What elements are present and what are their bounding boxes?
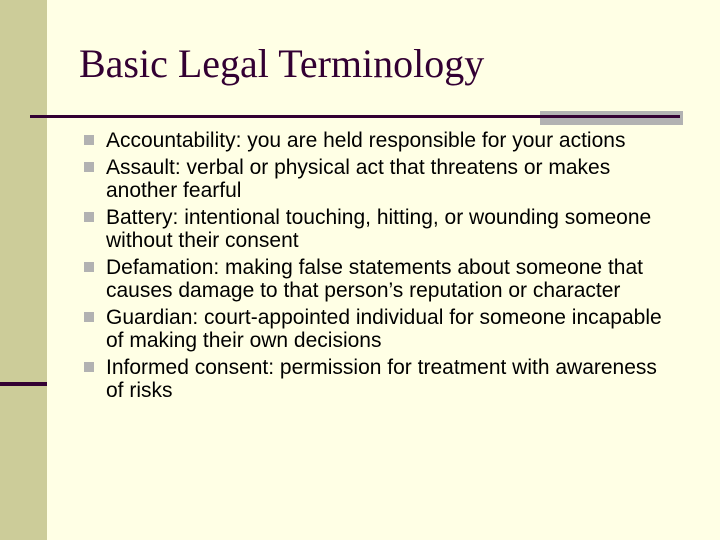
square-bullet-icon	[84, 135, 94, 145]
left-sidebar-accent-line	[0, 382, 47, 386]
bullet-list	[84, 129, 664, 406]
bullet-item-accountability	[84, 129, 664, 152]
square-bullet-icon	[84, 312, 94, 322]
bullet-item-informed-consent	[84, 356, 664, 402]
title-divider	[30, 115, 680, 118]
bullet-text: Defamation: making false statements about someone that causes damage to that person’s reputation or character	[106, 256, 643, 302]
bullet-item-defamation	[84, 256, 664, 302]
bullet-text: Assault: verbal or physical act that threatens or makes another fearful	[106, 156, 611, 202]
left-sidebar-bar	[0, 0, 47, 540]
title-rule-accent	[540, 111, 683, 125]
square-bullet-icon	[84, 262, 94, 272]
bullet-text: Battery: intentional touching, hitting, or wounding someone without their consent	[106, 206, 652, 252]
bullet-text: Guardian: court-appointed individual for someone incapable of making their own decisions	[106, 306, 662, 352]
square-bullet-icon	[84, 212, 94, 222]
bullet-item-battery	[84, 206, 664, 252]
bullet-text: Accountability: you are held responsible for your actions	[106, 129, 626, 152]
square-bullet-icon	[84, 362, 94, 372]
bullet-item-assault	[84, 156, 664, 202]
square-bullet-icon	[84, 162, 94, 172]
slide-title: Basic Legal Terminology	[79, 41, 485, 86]
bullet-text: Informed consent: permission for treatment with awareness of risks	[106, 356, 657, 402]
bullet-item-guardian	[84, 306, 664, 352]
